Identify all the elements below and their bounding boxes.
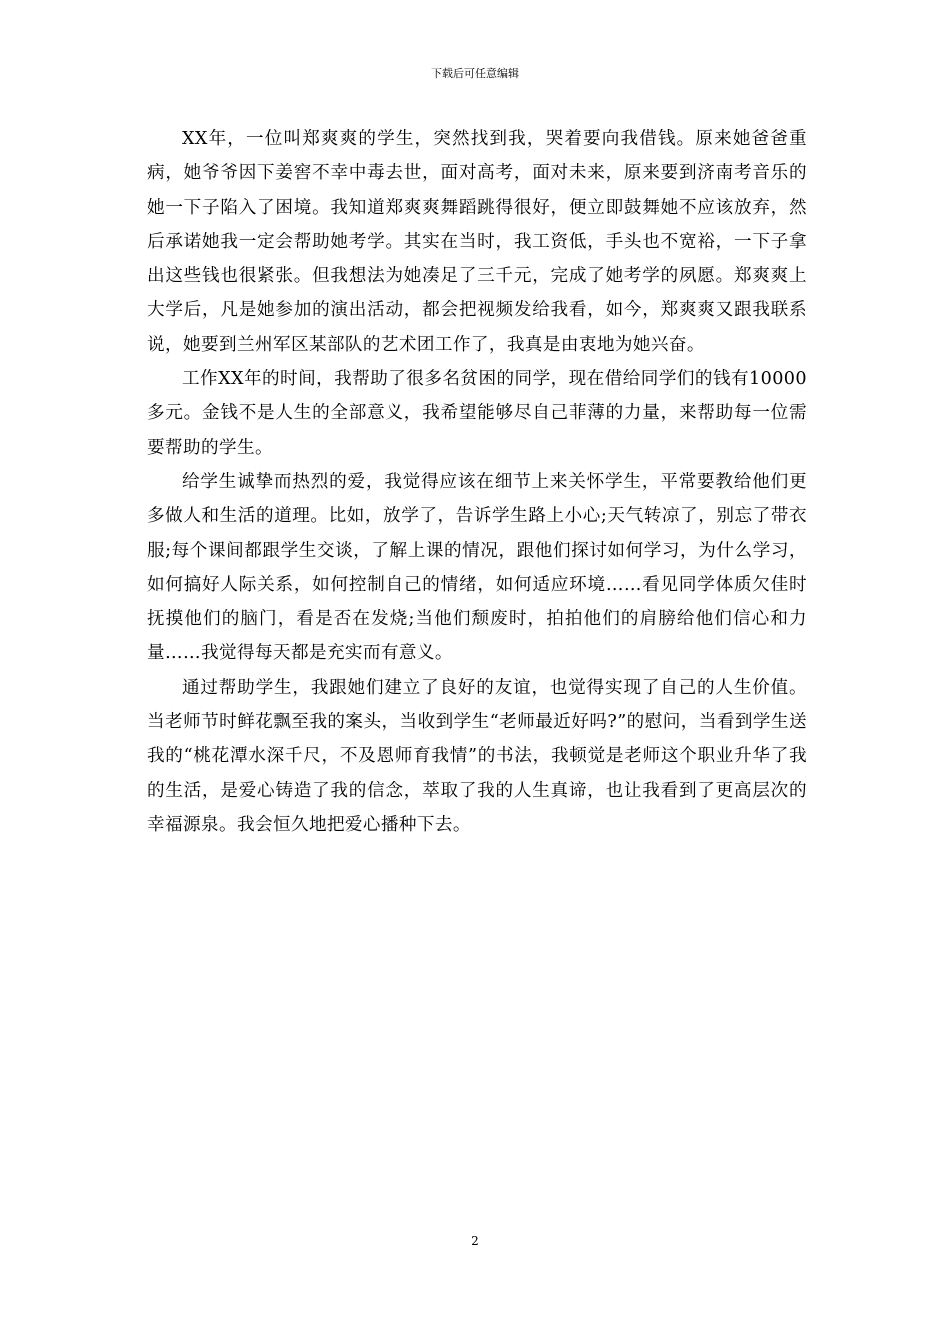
paragraph-3: 给学生诚挚而热烈的爱，我觉得应该在细节上来关怀学生，平常要教给他们更多做人和生活的道理。比如，放学了，告诉学生路上小心;天气转凉了，别忘了带衣服;每个课间都跟学生交谈，了解上课的情况，跟他们探讨如何学习，为什么学习，如何搞好人际关系，如何控制自己的情绪，如何适应环境……看见同学体质欠佳时抚摸他们的脑门，看是否在发烧;当他们颓废时，拍拍他们的肩膀给他们信心和力量……我觉得每天都是充实而有意义。: [147, 471, 807, 664]
page-number: 2: [471, 1234, 479, 1248]
paragraph-1: XX年，一位叫郑爽爽的学生，突然找到我，哭着要向我借钱。原来她爸爸重病，她爷爷因下姜窖不幸中毒去世，面对高考，面对未来，原来要到济南考音乐的她一下子陷入了困境。我知道郑爽爽舞蹈跳得很好，便立即鼓舞她不应该放弃，然后承诺她我一定会帮助她考学。其实在当时，我工资低，手头也不宽裕，一下子拿出这些钱也很紧张。但我想法为她凑足了三千元，完成了她考学的夙愿。郑爽爽上大学后，凡是她参加的演出活动，都会把视频发给我看，如今，郑爽爽又跟我联系说，她要到兰州军区某部队的艺术团工作了，我真是由衷地为她兴奋。: [147, 129, 807, 355]
document-body: [147, 122, 807, 842]
paragraph-4: 通过帮助学生，我跟她们建立了良好的友谊，也觉得实现了自己的人生价值。当老师节时鲜花飘至我的案头，当收到学生“老师最近好吗?”的慰问，当看到学生送我的“桃花潭水深千尺，不及恩师育我情”的书法，我顿觉是老师这个职业升华了我的生活，是爱心铸造了我的信念，萃取了我的人生真谛，也让我看到了更高层次的幸福源泉。我会恒久地把爱心播种下去。: [147, 677, 807, 835]
page-header: 下载后可任意编辑: [431, 67, 519, 80]
paragraph-2: 工作XX年的时间，我帮助了很多名贫困的同学，现在借给同学们的钱有10000多元。金钱不是人生的全部意义，我希望能够尽自己菲薄的力量，来帮助每一位需要帮助的学生。: [147, 369, 807, 458]
